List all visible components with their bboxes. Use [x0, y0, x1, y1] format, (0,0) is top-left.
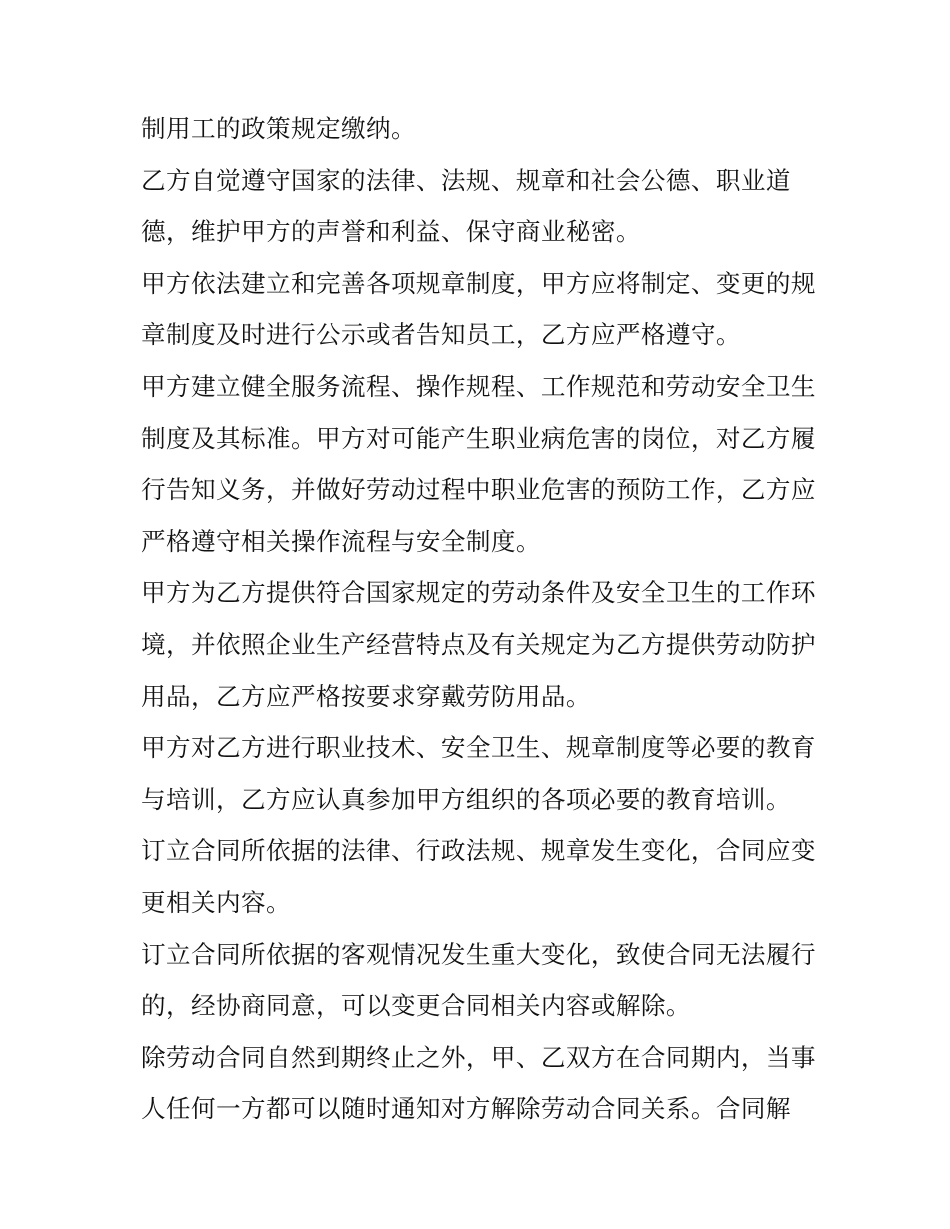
paragraph: 订立合同所依据的法律、行政法规、规章发生变化，合同应变 更相关内容。 [141, 836, 816, 917]
paragraph: 甲方建立健全服务流程、操作规程、工作规范和劳动安全卫生 制度及其标准。甲方对可能产生职业病危害的岗位，对乙方履 行告知义务，并做好劳动过程中职业危害的预防工作，乙方应 严格遵守相关操作流程与安全制度。 [141, 371, 816, 556]
document-body [141, 103, 821, 1135]
paragraph: 甲方依法建立和完善各项规章制度，甲方应将制定、变更的规 章制度及时进行公示或者告知员工，乙方应严格遵守。 [141, 268, 816, 350]
paragraph: 甲方为乙方提供符合国家规定的劳动条件及安全卫生的工作环 境，并依照企业生产经营特点及有关规定为乙方提供劳动防护 用品，乙方应严格按要求穿戴劳防用品。 [141, 578, 816, 711]
paragraph: 制用工的政策规定缴纳。 [141, 114, 416, 143]
paragraph: 甲方对乙方进行职业技术、安全卫生、规章制度等必要的教育 与培训，乙方应认真参加甲方组织的各项必要的教育培训。 [141, 733, 816, 814]
paragraph: 除劳动合同自然到期终止之外，甲、乙双方在合同期内，当事 人任何一方都可以随时通知对方解除劳动合同关系。合同解 [141, 1042, 816, 1124]
paragraph: 乙方自觉遵守国家的法律、法规、规章和社会公德、职业道 德，维护甲方的声誉和利益、保守商业秘密。 [141, 165, 791, 247]
paragraph: 订立合同所依据的客观情况发生重大变化，致使合同无法履行 的，经协商同意，可以变更合同相关内容或解除。 [141, 939, 816, 1021]
